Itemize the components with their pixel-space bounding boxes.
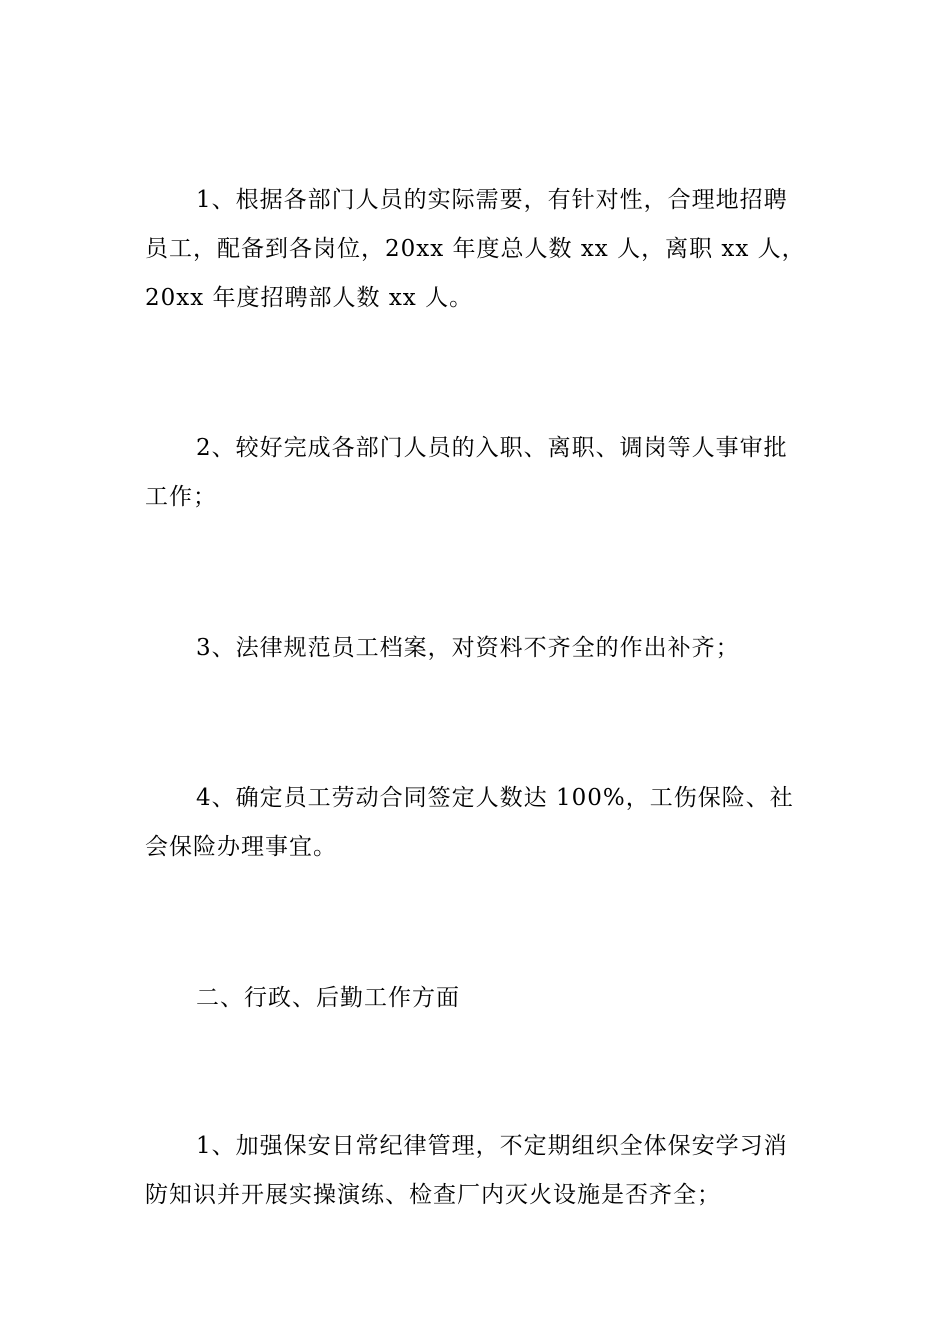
paragraph-recruitment: 1、根据各部门人员的实际需要，有针对性，合理地招聘员工，配备到各岗位，20xx 年度总人数 xx 人，离职 xx 人，20xx 年度招聘部人数 xx 人。 bbox=[145, 187, 806, 311]
paragraph-labor-contracts: 4、确定员工劳动合同签定人数达 100%，工伤保险、社会保险办理事宜。 bbox=[145, 785, 794, 860]
paragraph-security-management: 1、加强保安日常纪律管理，不定期组织全体保安学习消防知识并开展实操演练、检查厂内灭火设施是否齐全； bbox=[145, 1133, 788, 1208]
paragraph-personnel-approval: 2、较好完成各部门人员的入职、离职、调岗等人事审批工作； bbox=[145, 435, 788, 510]
section-heading-administration: 二、行政、后勤工作方面 bbox=[196, 985, 460, 1011]
paragraph-employee-files: 3、法律规范员工档案，对资料不齐全的作出补齐； bbox=[196, 635, 740, 661]
